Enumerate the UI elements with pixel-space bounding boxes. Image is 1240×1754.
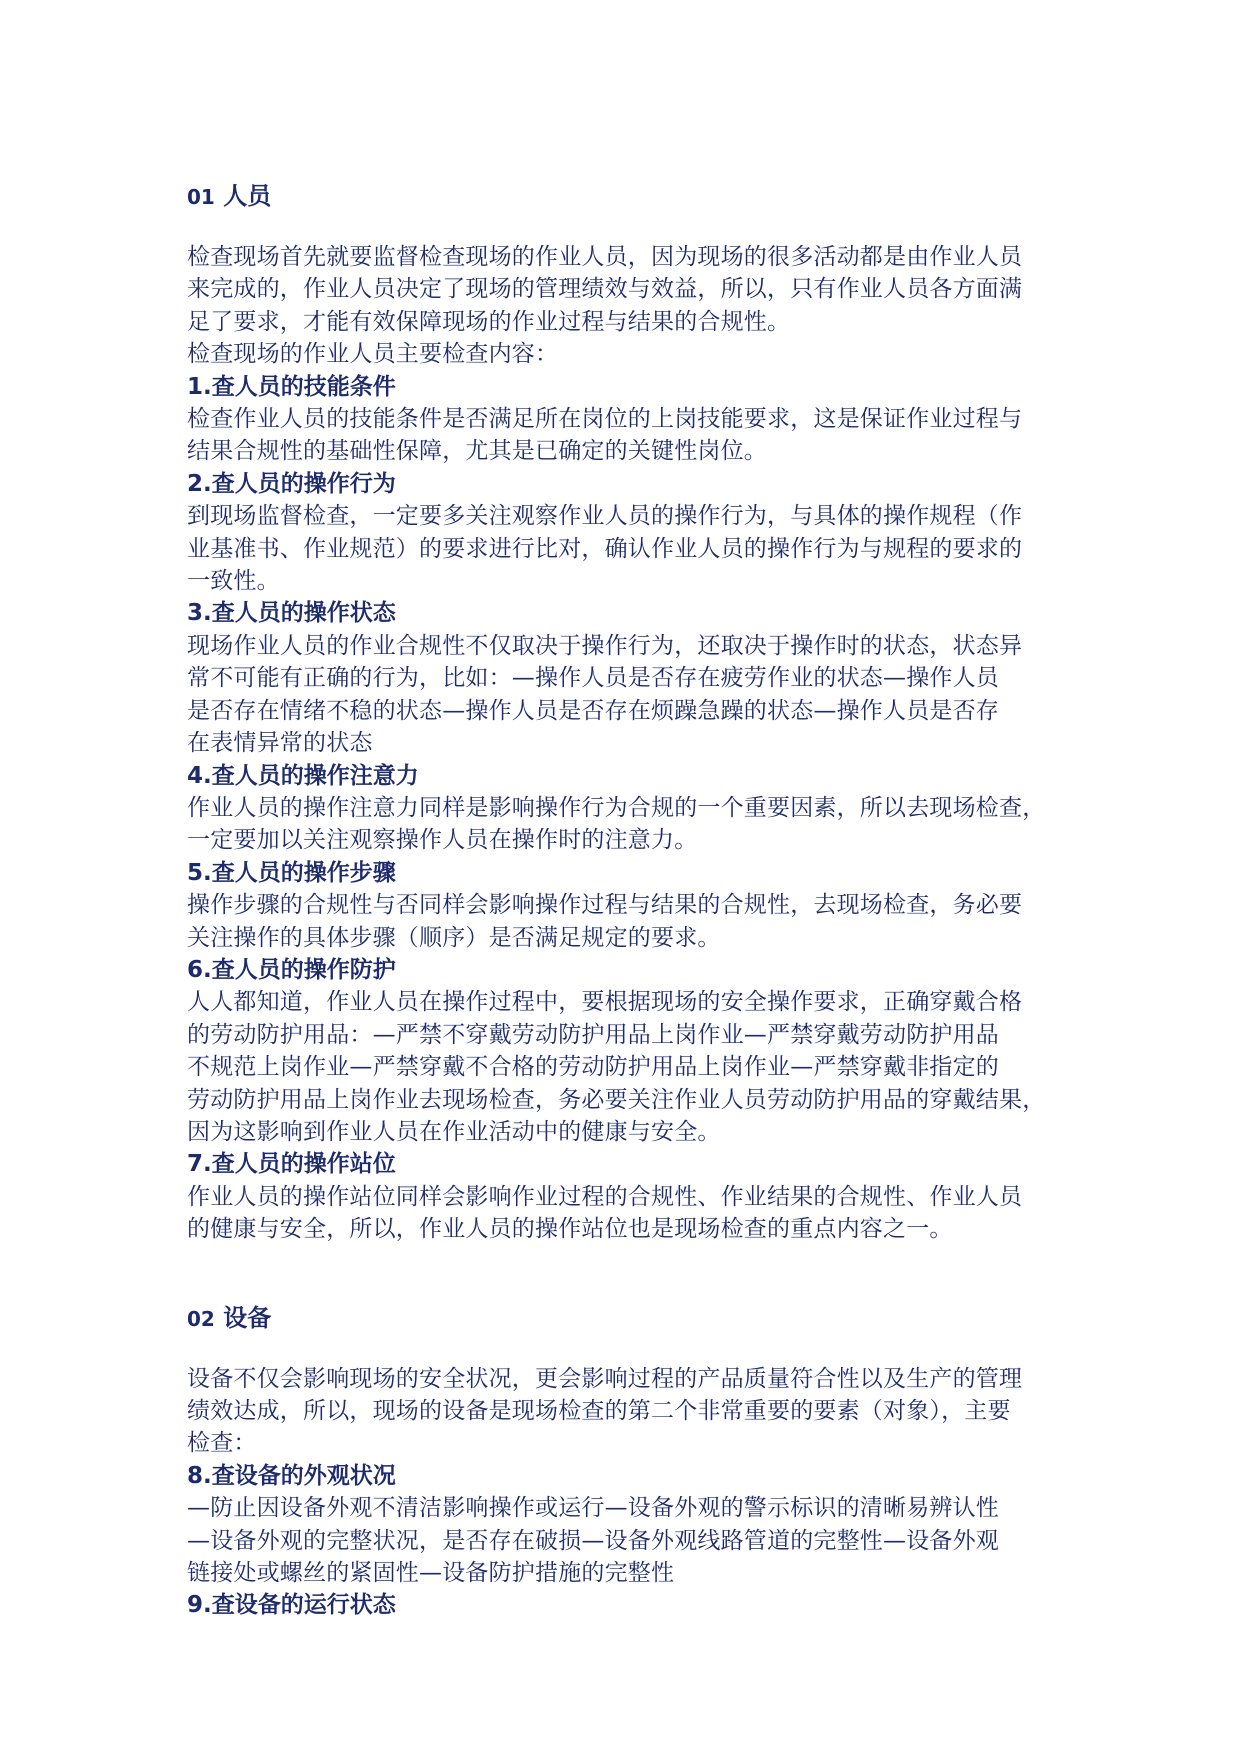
body-line: 不规范上岗作业—严禁穿戴不合格的劳动防护用品上岗作业—严禁穿戴非指定的	[187, 1054, 999, 1081]
intro-line: 检查：	[187, 1430, 257, 1457]
item-heading: 3.查人员的操作状态	[187, 600, 396, 627]
section-title: 人员	[223, 182, 272, 210]
item-body	[187, 792, 1087, 857]
intro-line: 检查现场首先就要监督检查现场的作业人员，因为现场的很多活动都是由作业人员	[187, 244, 1023, 270]
intro-line: 设备不仅会影响现场的安全状况，更会影响过程的产品质量符合性以及生产的管理	[187, 1365, 1023, 1392]
item-heading: 4.查人员的操作注意力	[187, 762, 419, 789]
item-body	[187, 986, 1087, 1148]
body-line: 在表情异常的状态	[187, 730, 373, 757]
section-title: 设备	[223, 1303, 272, 1332]
body-line: 是否存在情绪不稳的状态—操作人员是否存在烦躁急躁的状态—操作人员是否存	[187, 697, 999, 724]
item-body	[187, 889, 1087, 954]
item-heading: 1.查人员的技能条件	[187, 373, 396, 400]
body-line: 人人都知道，作业人员在操作过程中，要根据现场的安全操作要求，正确穿戴合格	[187, 989, 1023, 1016]
body-line: 检查作业人员的技能条件是否满足所在岗位的上岗技能要求，这是保证作业过程与	[187, 406, 1023, 433]
item-heading: 9.查设备的运行状态	[187, 1592, 396, 1619]
intro-line: 足了要求，才能有效保障现场的作业过程与结果的合规性。	[187, 308, 791, 335]
body-line: 链接处或螺丝的紧固性—设备防护措施的完整性	[187, 1560, 675, 1587]
body-line: —防止因设备外观不清洁影响操作或运行—设备外观的警示标识的清晰易辨认性	[187, 1495, 999, 1522]
item-heading: 2.查人员的操作行为	[187, 470, 396, 497]
body-line: 作业人员的操作注意力同样是影响操作行为合规的一个重要因素，所以去现场检查，	[187, 794, 1046, 821]
body-line: —设备外观的完整状况，是否存在破损—设备外观线路管道的完整性—设备外观	[187, 1527, 999, 1554]
body-line: 作业人员的操作站位同样会影响作业过程的合规性、作业结果的合规性、作业人员	[187, 1183, 1023, 1210]
body-line: 因为这影响到作业人员在作业活动中的健康与安全。	[187, 1118, 721, 1145]
item-body	[187, 1492, 1087, 1589]
section-intro	[187, 241, 1087, 371]
item-heading: 6.查人员的操作防护	[187, 956, 396, 983]
item-body	[187, 630, 1087, 760]
body-line: 业基准书、作业规范）的要求进行比对，确认作业人员的操作行为与规程的要求的	[187, 535, 1023, 562]
item-body	[187, 403, 1087, 468]
item-body	[187, 500, 1087, 597]
section-number: 01	[187, 185, 215, 209]
item-heading: 8.查设备的外观状况	[187, 1462, 396, 1489]
body-line: 劳动防护用品上岗作业去现场检查，务必要关注作业人员劳动防护用品的穿戴结果，	[187, 1086, 1046, 1113]
body-line: 一致性。	[187, 568, 280, 595]
body-line: 的劳动防护用品：—严禁不穿戴劳动防护用品上岗作业—严禁穿戴劳动防护用品	[187, 1021, 999, 1048]
section-heading-equipment	[187, 1300, 1087, 1337]
body-line: 一定要加以关注观察操作人员在操作时的注意力。	[187, 827, 698, 854]
body-line: 常不可能有正确的行为，比如：—操作人员是否存在疲劳作业的状态—操作人员	[187, 665, 999, 692]
item-body	[187, 1181, 1087, 1246]
section-intro	[187, 1363, 1087, 1460]
body-line: 结果合规性的基础性保障，尤其是已确定的关键性岗位。	[187, 438, 767, 465]
section-number: 02	[187, 1306, 215, 1331]
item-heading: 7.查人员的操作站位	[187, 1151, 396, 1178]
body-line: 关注操作的具体步骤（顺序）是否满足规定的要求。	[187, 924, 721, 951]
article-body	[187, 178, 1087, 1622]
item-heading: 5.查人员的操作步骤	[187, 859, 396, 886]
intro-line: 检查现场的作业人员主要检查内容：	[187, 341, 559, 368]
body-line: 到现场监督检查，一定要多关注观察作业人员的操作行为，与具体的操作规程（作	[187, 503, 1023, 530]
intro-line: 来完成的，作业人员决定了现场的管理绩效与效益，所以，只有作业人员各方面满	[187, 276, 1023, 303]
intro-line: 绩效达成，所以，现场的设备是现场检查的第二个非常重要的要素（对象），主要	[187, 1398, 1011, 1424]
body-line: 操作步骤的合规性与否同样会影响操作过程与结果的合规性，去现场检查，务必要	[187, 892, 1023, 919]
body-line: 的健康与安全，所以，作业人员的操作站位也是现场检查的重点内容之一。	[187, 1216, 953, 1243]
body-line: 现场作业人员的作业合规性不仅取决于操作行为，还取决于操作时的状态，状态异	[187, 632, 1023, 659]
section-heading-people	[187, 178, 1087, 215]
